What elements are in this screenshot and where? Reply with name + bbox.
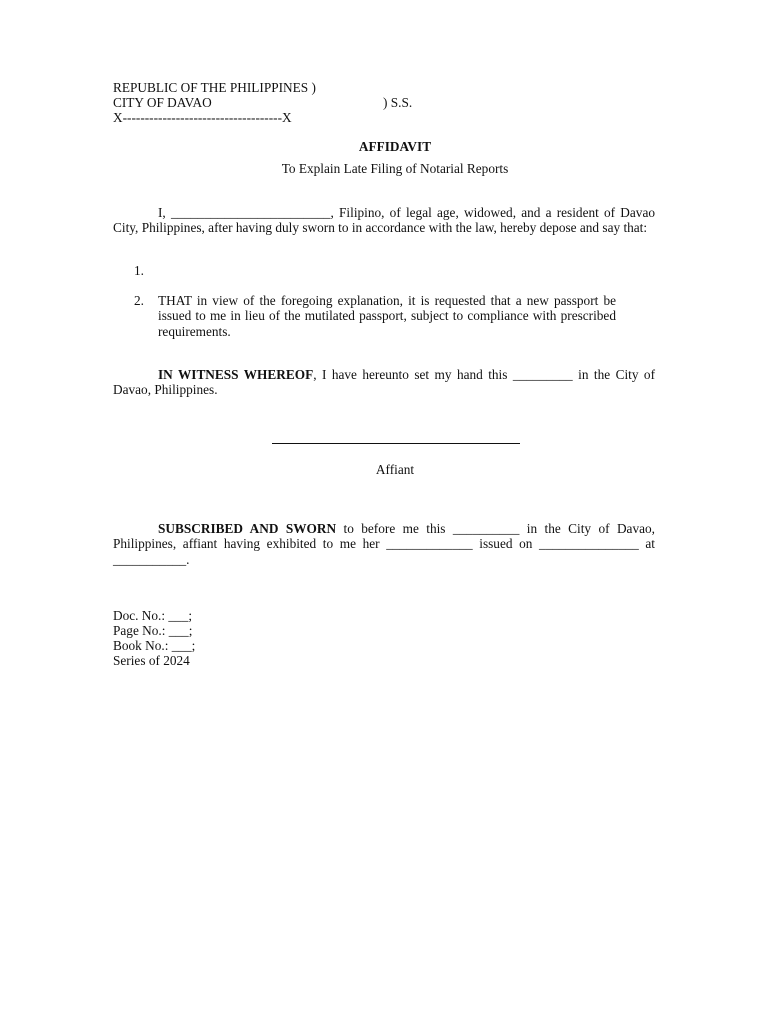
intro-paragraph: I, ________________________, Filipino, of legal age, widowed, and a resident of Davao City, Philippines, after having duly sworn to in accordance with the law, hereby depose and say that: bbox=[113, 205, 655, 236]
jurat-text: to before me this __________ in the City of Davao, Philippines, affiant having exhibited to me her _____________ issued on _______________ at ___________. bbox=[113, 521, 655, 567]
jurat-paragraph bbox=[113, 521, 655, 567]
witness-paragraph bbox=[113, 367, 655, 398]
witness-text: , I have hereunto set my hand this _________ in the City of Davao, Philippines. bbox=[113, 367, 655, 398]
series-year: Series of 2024 bbox=[113, 653, 190, 668]
caption-ss: ) S.S. bbox=[383, 95, 413, 110]
caption-separator: X------------------------------------X bbox=[113, 110, 292, 125]
item-1-number: 1. bbox=[134, 263, 144, 278]
signature-label: Affiant bbox=[375, 462, 415, 477]
book-number: Book No.: ___; bbox=[113, 638, 196, 653]
witness-bold: IN WITNESS WHEREOF bbox=[158, 367, 314, 382]
item-2-number: 2. bbox=[134, 293, 144, 308]
jurat-bold: SUBSCRIBED AND SWORN bbox=[158, 521, 337, 536]
doc-number: Doc. No.: ___; bbox=[113, 608, 193, 623]
signature-line bbox=[272, 443, 520, 444]
caption-city: CITY OF DAVAO bbox=[113, 95, 212, 110]
item-2-text: THAT in view of the foregoing explanation, it is requested that a new passport be issued to me in lieu of the mutilated passport, subject to compliance with prescribed requirements. bbox=[158, 293, 616, 339]
page-number: Page No.: ___; bbox=[113, 623, 193, 638]
caption-republic: REPUBLIC OF THE PHILIPPINES ) bbox=[113, 80, 316, 95]
document-title: AFFIDAVIT bbox=[358, 139, 432, 154]
document-subtitle: To Explain Late Filing of Notarial Reports bbox=[281, 161, 509, 176]
